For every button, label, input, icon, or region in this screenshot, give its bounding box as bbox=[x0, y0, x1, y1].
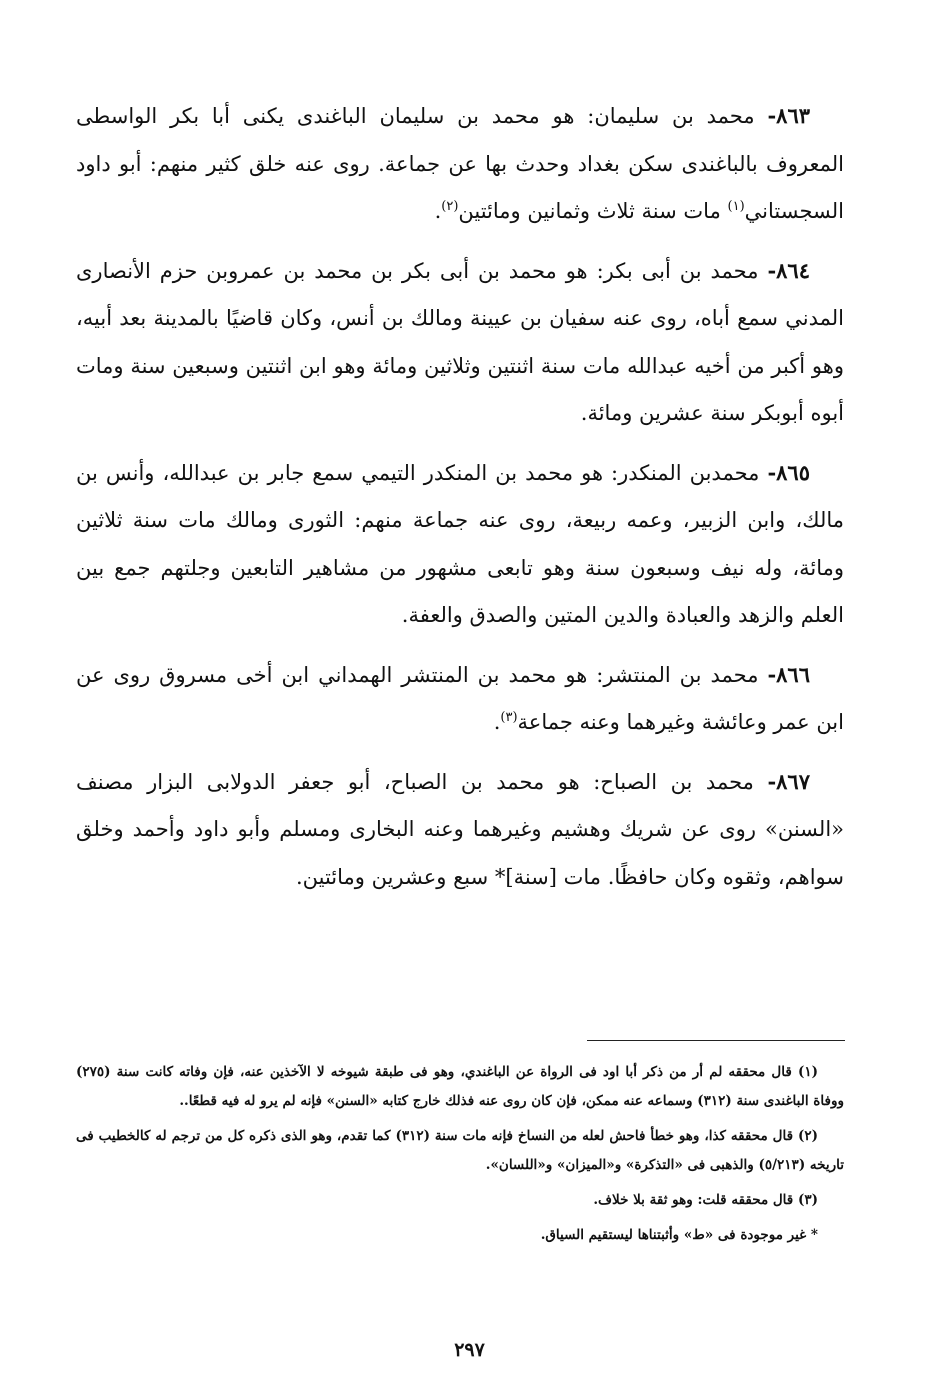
entry-text: محمد بن أبى بكر: هو محمد بن أبى بكر بن محمد بن عمروبن حزم الأنصارى المدني سمع أباه، روى عنه سفيان بن عيينة ومالك بن أنس، وكان قاضيًا بالمدينة بعد أبيه، وهو أكبر من أخيه عبدالله مات سنة اثنتين وثلاثين ومائة وهو ابن اثنتين وسبعين سنة ومات أبوه أبوبكر سنة عشرين ومائة. bbox=[76, 258, 844, 425]
entry-number: ٨٦٥- bbox=[767, 459, 810, 485]
entry-866 bbox=[76, 651, 844, 747]
footnote-marker: (١) bbox=[727, 199, 745, 214]
footnote-marker: (٢) bbox=[441, 199, 459, 214]
entry-number: ٨٦٤- bbox=[767, 257, 810, 283]
entry-text-end: . bbox=[493, 710, 501, 734]
entry-text: محمدبن المنكدر: هو محمد بن المنكدر التيمي سمع جابر بن عبدالله، وأنس بن مالك، وابن الزبير، وعمه ربيعة، روى عنه جماعة منهم: الثورى ومالك مات سنة ثلاثين ومائة، وله نيف وسبعون سنة وهو تابعى مشهور من مشاهير التابعين وجلتهم جمع بين العلم والزهد والعبادة والدين المتين والصدق والعفة. bbox=[76, 460, 844, 627]
page-number: ٢٩٧ bbox=[454, 1339, 485, 1361]
footnote-3: (٣) قال محققه قلت: وهو ثقة بلا خلاف. bbox=[593, 1192, 818, 1208]
entry-text-end: . bbox=[434, 199, 442, 223]
footnote-2: (٢) قال محققه كذا، وهو خطأ فاحش لعله من النساخ فإنه مات سنة (٣١٢) كما تقدم، وهو الذى ذكره كل من ترجم له كالخطيب فى تاريخه (٥/٢١٣) والذهبى فى «التذكرة» و«الميزان» و«اللسان». bbox=[76, 1128, 844, 1173]
footnote-marker: (٣) bbox=[500, 710, 518, 725]
entry-number: ٨٦٧- bbox=[767, 768, 810, 794]
footnotes bbox=[76, 1058, 844, 1256]
footnote-1: (١) قال محققه لم أر من ذكر أبا اود فى الرواة عن الباغندي، وهو فى طبقة شيوخه لا الآخذين عنه، فإن وفاته كانت سنة (٢٧٥) ووفاة الباغندى سنة (٣١٢) وسماعه عنه ممكن، فإن كان روى عنه فذلك خارج كتابه «السنن» فإنه لم يرو له فيه قطعًا.. bbox=[76, 1064, 844, 1109]
footnote-asterisk: * غير موجودة فى «ط» وأثبتناها ليستقيم السياق. bbox=[540, 1227, 818, 1243]
entry-867 bbox=[76, 758, 844, 902]
main-text bbox=[76, 92, 844, 912]
entry-text-continued: مات سنة ثلاث وثمانين ومائتين bbox=[458, 199, 728, 223]
entry-number: ٨٦٣- bbox=[767, 103, 811, 128]
entry-text: محمد بن الصباح: هو محمد بن الصباح، أبو جعفر الدولابى البزار مصنف «السنن» روى عن شريك وهشيم وغيرهما وعنه البخارى ومسلم وأبو داود وأحمد وخلق سواهم، وثقوه وكان حافظًا. مات [سنة]* سبع وعشرين ومائتين. bbox=[76, 769, 844, 889]
entry-text: محمد بن المنتشر: هو محمد بن المنتشر الهمداني ابن أخى مسروق روى عن ابن عمر وعائشة وغيرهما وعنه جماعة bbox=[76, 662, 844, 734]
entry-text: محمد بن سليمان: هو محمد بن سليمان الباغندى يكنى أبا بكر الواسطى المعروف بالباغندى سكن بغداد وحدث بها عن جماعة. روى عنه خلق كثير منهم: أبو داود السجستاني bbox=[76, 104, 844, 223]
footnote-separator bbox=[587, 1040, 845, 1041]
entry-864 bbox=[76, 247, 844, 438]
entry-863 bbox=[76, 92, 844, 236]
entry-865 bbox=[76, 449, 844, 640]
entry-number: ٨٦٦- bbox=[767, 661, 810, 687]
